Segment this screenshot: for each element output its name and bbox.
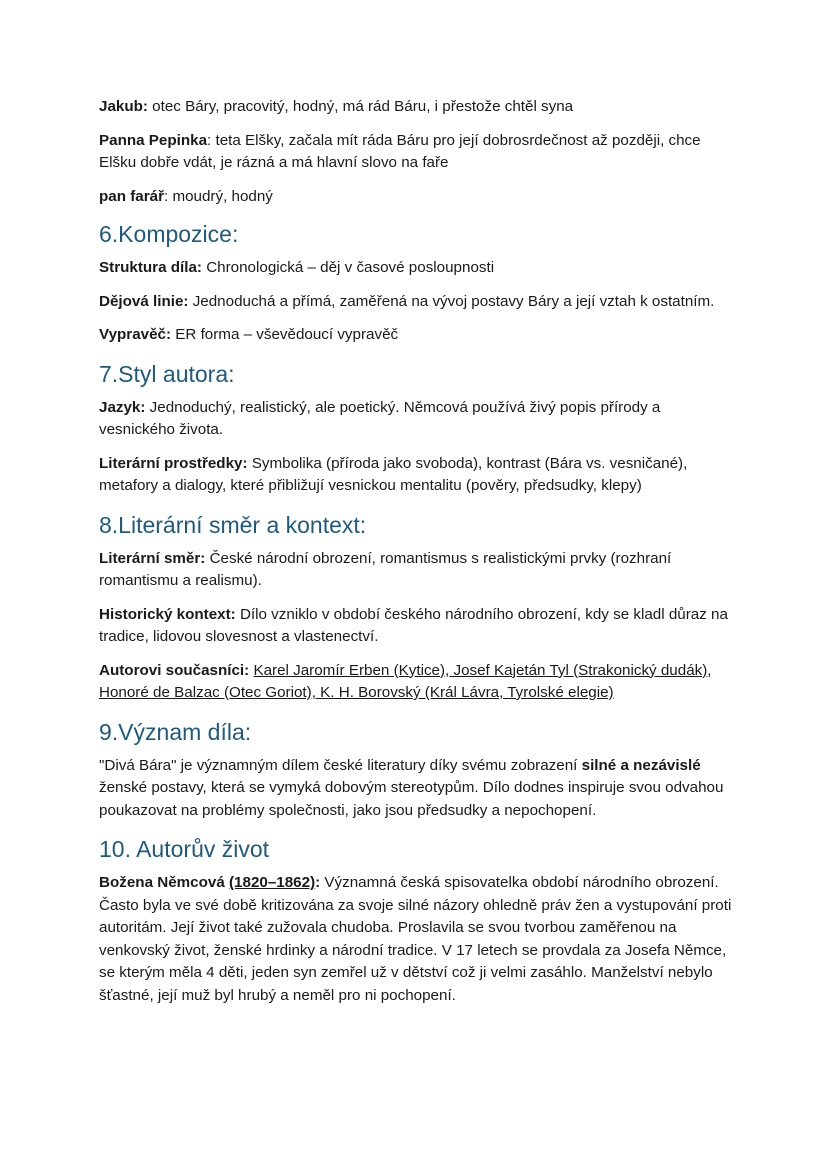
section-heading-vyznam: 9.Význam díla:: [99, 718, 252, 745]
item-text: Dílo vzniklo v období českého národního obrození, kdy se kladl důraz na tradice, lidovou slovesnost a vlastenectví.: [99, 605, 728, 645]
section-heading-zivot: 10. Autorův život: [99, 836, 270, 862]
item-text: Chronologická – děj v časové posloupnosti: [201, 259, 495, 276]
character-pepinka: [99, 130, 739, 175]
vyznam-text-start: "Divá Bára" je významným dílem české literatury díky svému zobrazení: [99, 756, 582, 774]
item-text: České národní obrození, romantismus s realistickými prvky (rozhraní romantismu a realismu).: [99, 549, 672, 589]
item-label: Historický kontext:: [99, 605, 236, 623]
item-text: Symbolika (příroda jako svoboda), kontrast (Bára vs. vesničané), metafory a dialogy, které přibližují vesnickou mentalitu (pověry, předsudky, klepy): [99, 454, 688, 494]
character-jakub: [99, 96, 739, 119]
item-vypravec: [99, 324, 739, 347]
author-dates[interactable]: (1820–1862): [229, 874, 316, 891]
item-label: Autorovi současníci:: [99, 661, 250, 679]
item-jazyk: [99, 397, 739, 442]
item-soucasnici: [99, 660, 739, 705]
section-heading-kompozice: 6.Kompozice:: [99, 221, 239, 247]
character-farar: [99, 186, 739, 209]
vyznam-emphasis: silné a nezávislé: [581, 756, 701, 774]
item-struktura: [99, 257, 739, 280]
section-heading-smer: 8.Literární směr a kontext:: [99, 511, 367, 538]
item-text: Jednoduchá a přímá, zaměřená na vývoj postavy Báry a její vztah k ostatním.: [188, 292, 715, 310]
character-description: : teta Elšky, začala mít ráda Báru pro její dobrosrdečnost až později, chce Elšku dobře vdát, je rázná a má hlavní slovo na faře: [99, 131, 701, 171]
character-name: Panna Pepinka: [99, 131, 208, 149]
section-heading-styl: 7.Styl autora:: [99, 360, 235, 387]
contemporaries-link[interactable]: Karel Jaromír Erben (Kytice), Josef Kajetán Tyl (Strakonický dudák), Honoré de Balzac (Otec Goriot), K. H. Borovský (Král Lávra, Tyrolské elegie): [99, 661, 712, 701]
item-literarni-smer: [99, 548, 739, 593]
item-label: Struktura díla:: [99, 259, 202, 276]
author-name: Božena Němcová: [99, 874, 225, 891]
character-description: : moudrý, hodný: [164, 187, 273, 205]
author-colon: :: [315, 874, 321, 891]
item-text: ER forma – vševědoucí vypravěč: [171, 326, 399, 343]
character-name: pan farář: [99, 187, 164, 205]
item-label: Dějová linie:: [99, 292, 189, 310]
item-label: Literární prostředky:: [99, 454, 248, 472]
item-label: Literární směr:: [99, 549, 206, 567]
zivot-paragraph: [99, 872, 739, 1007]
document-page: [99, 96, 739, 1018]
vyznam-paragraph: [99, 755, 739, 823]
item-prostredky: [99, 453, 739, 498]
zivot-text: Významná česká spisovatelka období národního obrození. Často byla ve své době kritizována za svoje silné názory ohledně práv žen a vystupování proti autoritám. Její život také zužovala chudoba. Proslavila se svou tvorbou zaměřenou na venkovský život, ženské hrdinky a národní tradice. V 17 letech se provdala za Josefa Němce, se kterým měla 4 děti, jeden syn zemřel už v dětství což ji velmi zasáhlo. Manželství nebylo šťastné, její muž byl hrubý a neměl pro ni pochopení.: [99, 874, 732, 1004]
item-label: Vypravěč:: [99, 326, 172, 343]
item-historicky-kontext: [99, 604, 739, 649]
character-description: otec Báry, pracovitý, hodný, má rád Báru, i přestože chtěl syna: [147, 98, 574, 115]
item-text: Jednoduchý, realistický, ale poetický. Němcová používá živý popis přírody a vesnického života.: [99, 398, 661, 438]
character-name: Jakub:: [99, 98, 148, 115]
vyznam-text-end: ženské postavy, která se vymyká dobovým stereotypům. Dílo dodnes inspiruje svou odvahou poukazovat na problémy společnosti, jako jsou předsudky a nepochopení.: [99, 779, 724, 819]
item-label: Jazyk:: [99, 398, 146, 416]
item-dejova-linie: [99, 291, 739, 314]
